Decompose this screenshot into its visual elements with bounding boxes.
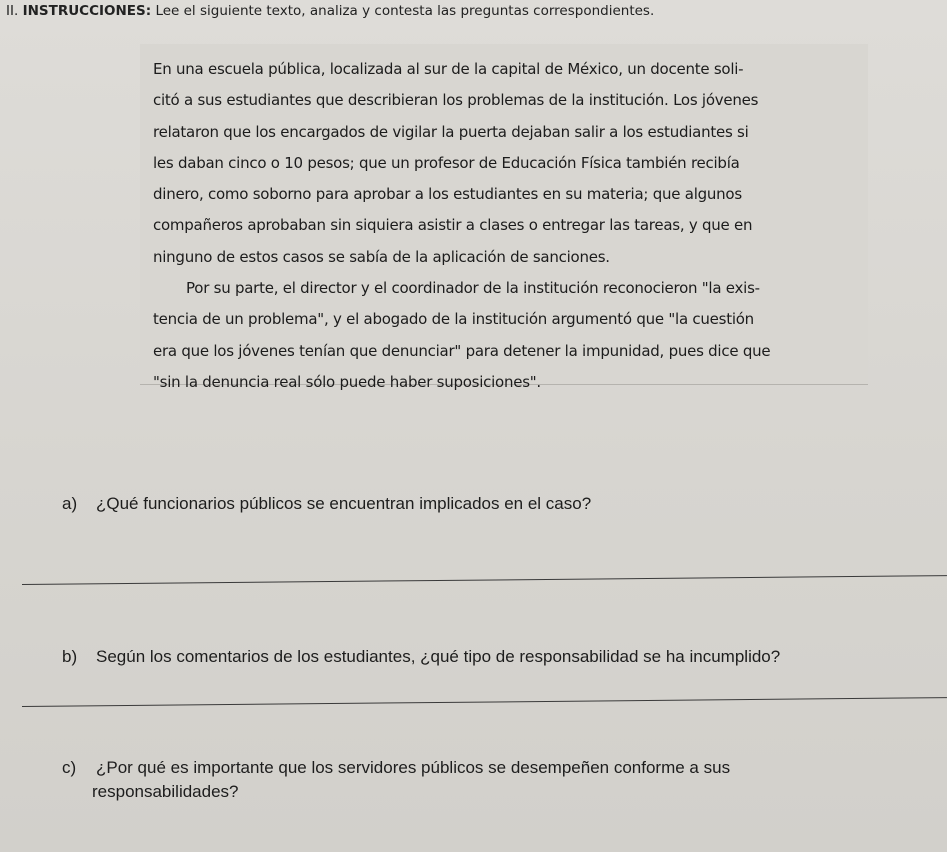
reading-text	[153, 54, 858, 398]
reading-line: En una escuela pública, localizada al sur de la capital de México, un docente soli-	[153, 60, 744, 78]
reading-line: relataron que los encargados de vigilar la puerta dejaban salir a los estudiantes si	[153, 122, 749, 141]
reading-line: citó a sus estudiantes que describieran los problemas de la institución. Los jóvenes	[153, 91, 759, 110]
question-b	[62, 647, 780, 667]
question-a-letter: a)	[62, 494, 78, 513]
reading-line: compañeros aprobaban sin siquiera asistir a clases o entregar las tareas, y que en	[153, 216, 753, 235]
reading-line: tencia de un problema", y el abogado de la institución argumentó que "la cuestión	[153, 310, 754, 329]
question-c-text-continued: responsabilidades?	[92, 782, 239, 801]
question-b-letter: b)	[62, 647, 78, 666]
reading-passage	[140, 44, 868, 391]
reading-line: Por su parte, el director y el coordinador de la institución reconocieron "la exis-	[186, 279, 760, 298]
instructions-label: INSTRUCCIONES:	[22, 3, 152, 19]
reading-line: "sin la denuncia real sólo puede haber suposiciones".	[153, 372, 541, 391]
instructions-header	[6, 2, 936, 20]
instructions-text: Lee el siguiente texto, analiza y contesta las preguntas correspondientes.	[155, 3, 655, 19]
answer-line-a[interactable]	[22, 575, 947, 585]
question-a	[62, 494, 591, 514]
reading-line: les daban cinco o 10 pesos; que un profesor de Educación Física también recibía	[153, 153, 740, 172]
reading-line: ninguno de estos casos se sabía de la aplicación de sanciones.	[153, 247, 610, 266]
question-c	[62, 758, 730, 802]
reading-line: era que los jóvenes tenían que denunciar" para detener la impunidad, pues dice que	[153, 341, 771, 360]
section-numeral: II.	[6, 3, 19, 19]
answer-line-b[interactable]	[22, 697, 947, 707]
question-b-text: Según los comentarios de los estudiantes, ¿qué tipo de responsabilidad se ha incumplido?	[96, 647, 781, 666]
question-c-text: ¿Por qué es importante que los servidores públicos se desempeñen conforme a sus	[96, 758, 731, 777]
reading-line: dinero, como soborno para aprobar a los estudiantes en su materia; que algunos	[153, 185, 742, 204]
question-a-text: ¿Qué funcionarios públicos se encuentran implicados en el caso?	[96, 494, 592, 513]
question-c-letter: c)	[62, 758, 77, 777]
